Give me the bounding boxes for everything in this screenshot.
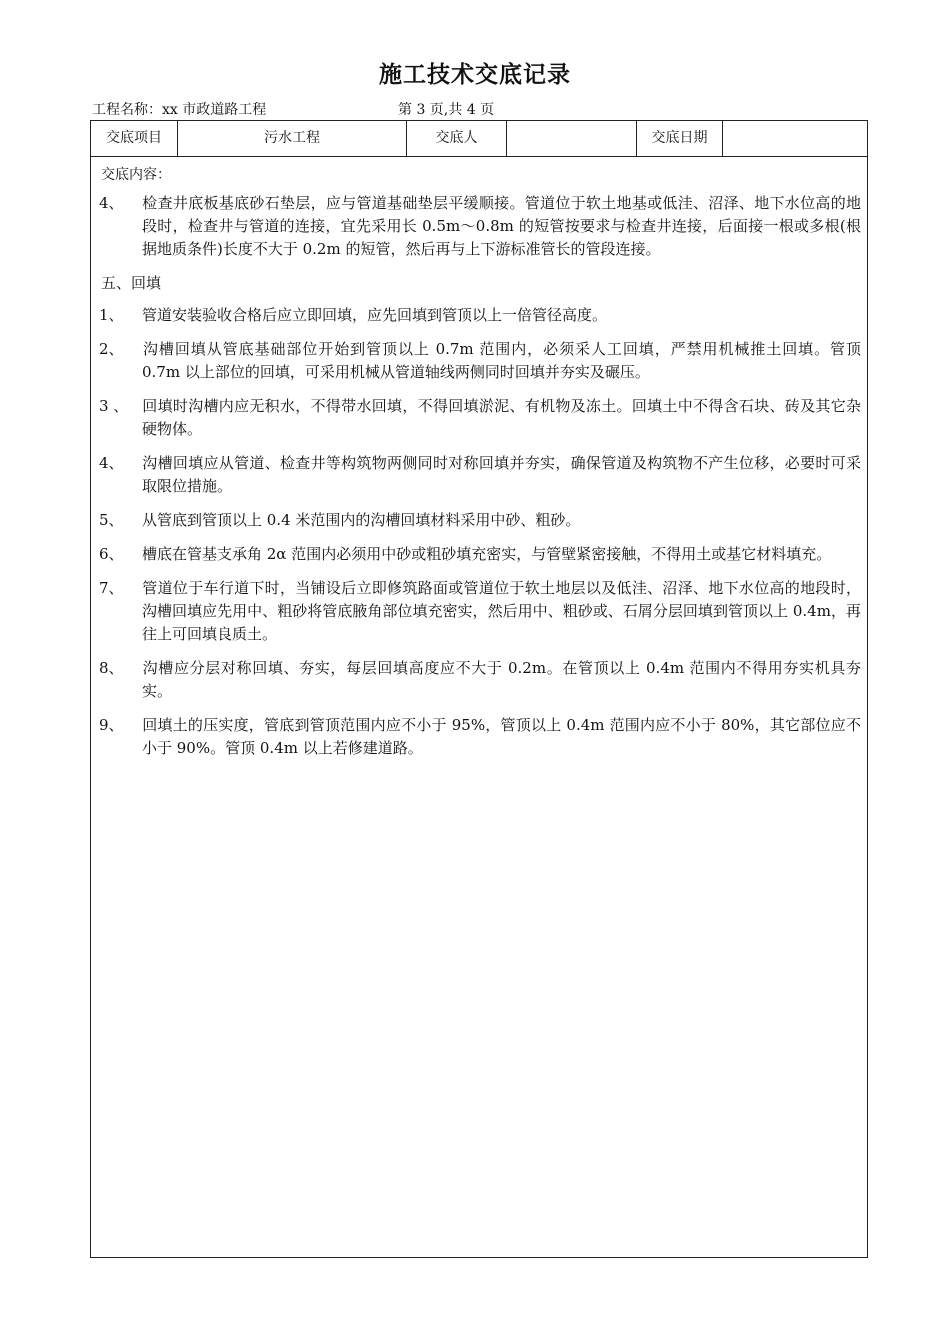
content-area (99, 165, 861, 771)
item-number: 7、 (99, 579, 124, 597)
list-item (99, 577, 861, 646)
item-text: 回填时沟槽内应无积水，不得带水回填，不得回填淤泥、有机物及冻土。回填土中不得含石块、砖及其它杂硬物体。 (142, 397, 861, 438)
item-number: 4、 (99, 454, 124, 472)
list-item (99, 509, 861, 532)
date-label-cell: 交底日期 (637, 121, 723, 156)
item-text: 沟槽回填应从管道、检查井等构筑物两侧同时对称回填并夯实，确保管道及构筑物不产生位移，必要时可采取限位措施。 (142, 454, 861, 495)
list-item (99, 657, 861, 703)
item-number: 4、 (99, 194, 124, 212)
list-item (99, 304, 861, 327)
item-value-cell: 污水工程 (178, 121, 407, 156)
list-item (99, 543, 861, 566)
record-table (90, 120, 868, 1258)
list-item (99, 395, 861, 441)
list-item (99, 714, 861, 760)
document-title: 施工技术交底记录 (379, 61, 571, 88)
item-number: 6、 (99, 545, 124, 563)
page-info: 第 3 页,共 4 页 (398, 102, 495, 118)
item-text: 管道安装验收合格后应立即回填，应先回填到管顶以上一倍管径高度。 (142, 306, 608, 324)
item-label-cell: 交底项目 (91, 121, 178, 156)
item-text: 从管底到管顶以上 0.4 米范围内的沟槽回填材料采用中砂、粗砂。 (142, 511, 581, 529)
date-value-cell (723, 121, 867, 156)
item-text: 沟槽应分层对称回填、夯实，每层回填高度应不大于 0.2m。在管顶以上 0.4m 范围内不得用夯实机具夯实。 (142, 659, 861, 700)
header-row (91, 121, 867, 157)
item-text: 沟槽回填从管底基础部位开始到管顶以上 0.7m 范围内，必须采人工回填，严禁用机械推土回填。管顶 0.7m 以上部位的回填，可采用机械从管道轴线两侧同时回填并夯实及碾压。 (142, 340, 861, 381)
list-item (99, 192, 861, 261)
list-item (99, 338, 861, 384)
item-text: 检查井底板基底砂石垫层，应与管道基础垫层平缓顺接。管道位于软土地基或低洼、沼泽、地下水位高的地段时，检查井与管道的连接，宜先采用长 0.5m～0.8m 的短管按要求与检查井连接，后面接一根或多根(根据地质条件)长度不大于 0.2m 的短管，然后再与上下游标准管长的管段连接。 (142, 194, 861, 258)
item-text: 回填土的压实度，管底到管顶范围内应不小于 95%，管顶以上 0.4m 范围内应不小于 80%，其它部位应不小于 90%。管顶 0.4m 以上若修建道路。 (142, 716, 861, 757)
content-label: 交底内容： (101, 167, 171, 183)
person-label-cell: 交底人 (407, 121, 507, 156)
item-number: 2、 (99, 340, 124, 358)
item-number: 1、 (99, 306, 124, 324)
item-number: 5、 (99, 511, 124, 529)
item-text: 槽底在管基支承角 2α 范围内必须用中砂或粗砂填充密实，与管壁紧密接触，不得用土或基它材料填充。 (142, 545, 832, 563)
list-item (99, 452, 861, 498)
item-text: 管道位于车行道下时，当铺设后立即修筑路面或管道位于软土地层以及低洼、沼泽、地下水位高的地段时，沟槽回填应先用中、粗砂将管底腋角部位填充密实，然后用中、粗砂或、石屑分层回填到管顶以上 0.4m，再往上可回填良质土。 (142, 579, 861, 643)
person-value-cell (507, 121, 637, 156)
item-number: 3 、 (99, 397, 129, 415)
project-name: 工程名称：xx 市政道路工程 (92, 102, 267, 118)
item-number: 8、 (99, 659, 124, 677)
section-heading: 五、回填 (101, 274, 162, 292)
item-number: 9、 (99, 716, 124, 734)
document-meta (92, 99, 495, 119)
